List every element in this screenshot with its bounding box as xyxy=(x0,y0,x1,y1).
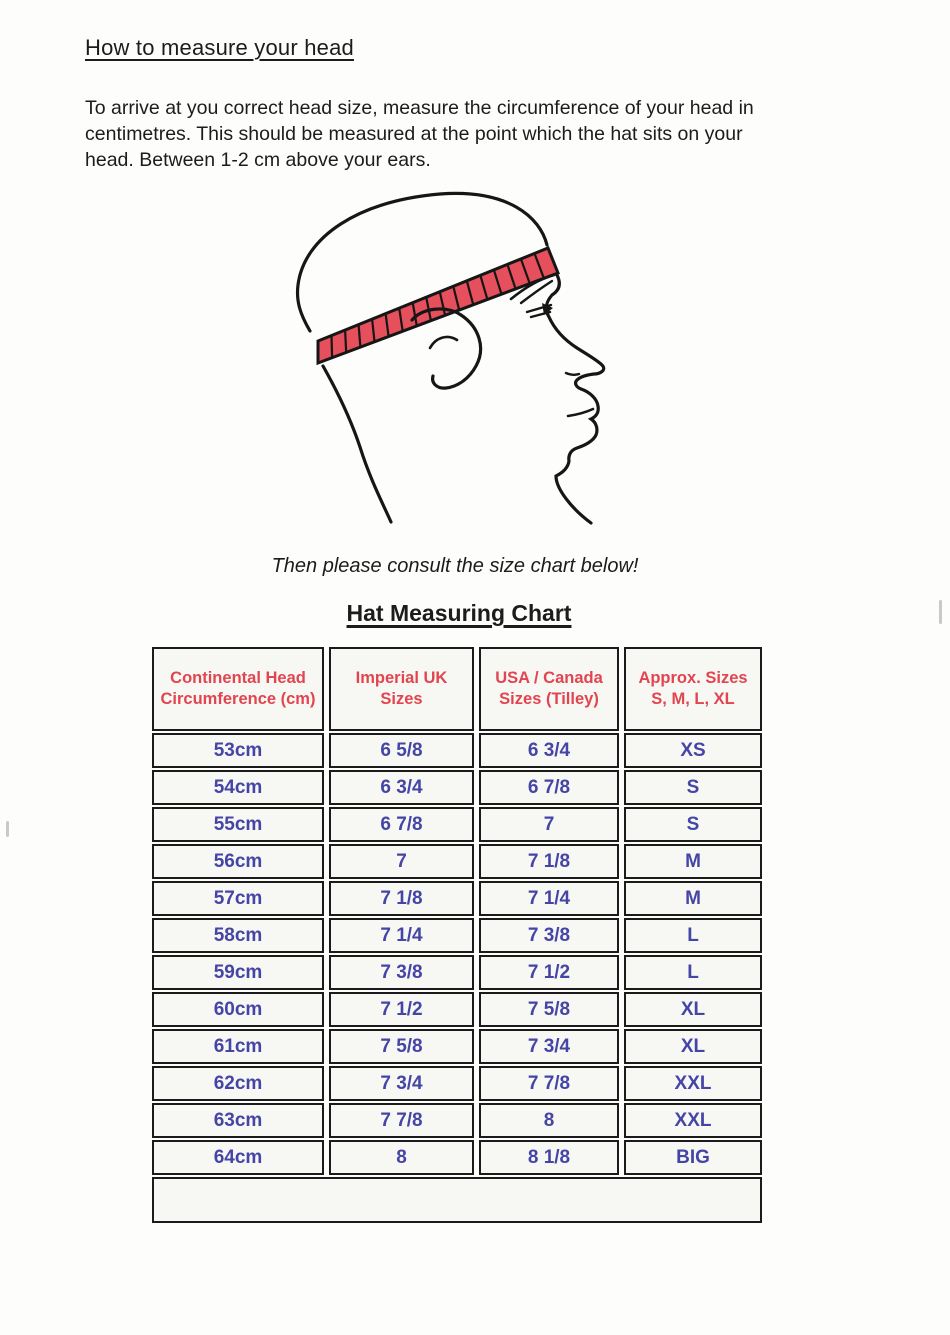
table-cell: 61cm xyxy=(152,1029,324,1064)
table-cell: M xyxy=(624,881,762,916)
ear-inner-line xyxy=(430,337,457,348)
table-cell: M xyxy=(624,844,762,879)
table-cell: 7 xyxy=(479,807,619,842)
table-cell: 7 1/2 xyxy=(329,992,474,1027)
table-cell: 54cm xyxy=(152,770,324,805)
table-cell: 53cm xyxy=(152,733,324,768)
table-row xyxy=(152,844,762,879)
table-cell: 7 3/4 xyxy=(329,1066,474,1101)
table-cell: 7 3/8 xyxy=(479,918,619,953)
table-row xyxy=(152,955,762,990)
table-cell: XXL xyxy=(624,1103,762,1138)
table-cell: 7 1/4 xyxy=(329,918,474,953)
table-cell: S xyxy=(624,807,762,842)
column-header: Continental Head Circumference (cm) xyxy=(152,647,324,731)
page-title: How to measure your head xyxy=(85,35,354,60)
chart-title: Hat Measuring Chart xyxy=(346,600,572,626)
empty-footer-row xyxy=(152,1177,762,1223)
table-cell: 7 3/8 xyxy=(329,955,474,990)
table-cell: 7 1/8 xyxy=(329,881,474,916)
table-cell: 62cm xyxy=(152,1066,324,1101)
intro-line: centimetres. This should be measured at the point which the hat sits on your xyxy=(85,123,743,145)
empty-footer-cell xyxy=(152,1177,762,1223)
intro-line: head. Between 1-2 cm above your ears. xyxy=(85,149,431,171)
table-cell: 7 7/8 xyxy=(329,1103,474,1138)
table-row xyxy=(152,733,762,768)
table-cell: 6 3/4 xyxy=(479,733,619,768)
table-cell: XXL xyxy=(624,1066,762,1101)
table-cell: 7 xyxy=(329,844,474,879)
column-header: Imperial UK Sizes xyxy=(329,647,474,731)
table-cell: 8 1/8 xyxy=(479,1140,619,1175)
scan-artifact xyxy=(939,600,942,624)
table-cell: 55cm xyxy=(152,807,324,842)
table-cell: 7 1/2 xyxy=(479,955,619,990)
measuring-band xyxy=(318,248,558,363)
face-profile-outline xyxy=(546,275,603,523)
table-row xyxy=(152,992,762,1027)
neck-back-outline xyxy=(323,366,391,522)
table-cell: 59cm xyxy=(152,955,324,990)
table-cell: 56cm xyxy=(152,844,324,879)
table-cell: 7 5/8 xyxy=(479,992,619,1027)
table-cell: 58cm xyxy=(152,918,324,953)
table-row xyxy=(152,1066,762,1101)
table-cell: BIG xyxy=(624,1140,762,1175)
table-cell: 57cm xyxy=(152,881,324,916)
table-cell: 6 7/8 xyxy=(479,770,619,805)
table-cell: S xyxy=(624,770,762,805)
table-cell: 8 xyxy=(329,1140,474,1175)
column-header: USA / Canada Sizes (Tilley) xyxy=(479,647,619,731)
table-cell: 64cm xyxy=(152,1140,324,1175)
table-cell: 6 3/4 xyxy=(329,770,474,805)
table-cell: 6 5/8 xyxy=(329,733,474,768)
table-row xyxy=(152,1029,762,1064)
scan-artifact xyxy=(6,821,9,837)
table-cell: 63cm xyxy=(152,1103,324,1138)
consult-chart-caption: Then please consult the size chart below! xyxy=(271,555,639,577)
table-cell: 7 7/8 xyxy=(479,1066,619,1101)
table-row xyxy=(152,1103,762,1138)
intro-line: To arrive at you correct head size, measure the circumference of your head in xyxy=(85,97,754,119)
table-cell: XL xyxy=(624,992,762,1027)
table-cell: XS xyxy=(624,733,762,768)
table-cell: L xyxy=(624,955,762,990)
head-measuring-illustration xyxy=(280,189,680,549)
intro-paragraph xyxy=(85,95,950,173)
table-cell: XL xyxy=(624,1029,762,1064)
table-cell: 7 3/4 xyxy=(479,1029,619,1064)
head-profile-drawing xyxy=(280,189,680,549)
table-cell: L xyxy=(624,918,762,953)
header-row xyxy=(152,647,762,731)
size-chart-table xyxy=(147,645,767,1225)
table-row xyxy=(152,770,762,805)
table-cell: 7 5/8 xyxy=(329,1029,474,1064)
table-row xyxy=(152,881,762,916)
table-cell: 7 1/8 xyxy=(479,844,619,879)
table-row xyxy=(152,807,762,842)
table-cell: 60cm xyxy=(152,992,324,1027)
table-cell: 8 xyxy=(479,1103,619,1138)
column-header: Approx. Sizes S, M, L, XL xyxy=(624,647,762,731)
table-cell: 6 7/8 xyxy=(329,807,474,842)
table-cell: 7 1/4 xyxy=(479,881,619,916)
table-row xyxy=(152,1140,762,1175)
nostril-line xyxy=(566,373,579,375)
mouth-line xyxy=(568,409,593,416)
table-row xyxy=(152,918,762,953)
